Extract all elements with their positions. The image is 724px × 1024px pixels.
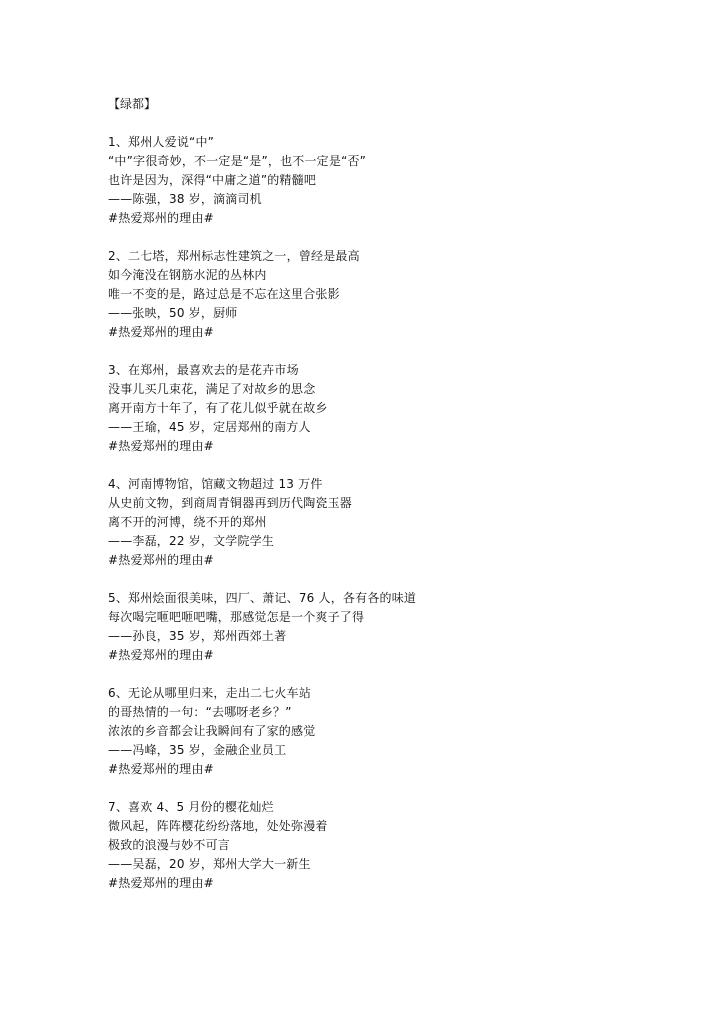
- entry-attribution: ——王瑜，45 岁，定居郑州的南方人: [108, 420, 311, 434]
- entry-2: [108, 247, 688, 342]
- entry-4: [108, 475, 688, 570]
- entry-attribution: ——吴磊，20 岁，郑州大学大一新生: [108, 857, 311, 871]
- entry-title: 5、郑州烩面很美味，四厂、萧记、76 人，各有各的味道: [108, 591, 417, 605]
- entry-hashtag: #热爱郑州的理由#: [108, 325, 214, 339]
- entry-3: [108, 361, 688, 456]
- entry-text-line: 离不开的河博，绕不开的郑州: [108, 515, 267, 529]
- entry-text-line: 每次喝完咂吧咂吧嘴，那感觉怎是一个爽子了得: [108, 610, 365, 624]
- heading-spacer: [108, 114, 688, 133]
- entry-title: 6、无论从哪里归来，走出二七火车站: [108, 686, 312, 700]
- entry-1: [108, 133, 688, 228]
- entry-title: 2、二七塔，郑州标志性建筑之一，曾经是最高: [108, 249, 360, 263]
- entry-title: 1、郑州人爱说“中”: [108, 135, 215, 149]
- entry-attribution: ——李磊，22 岁，文学院学生: [108, 534, 275, 548]
- entry-hashtag: #热爱郑州的理由#: [108, 762, 214, 776]
- entry-6: [108, 684, 688, 779]
- document-heading: 【绿都】: [108, 97, 157, 111]
- document-page: [108, 95, 688, 912]
- entry-attribution: ——冯峰，35 岁，金融企业员工: [108, 743, 287, 757]
- entry-text-line: 从史前文物，到商周青铜器再到历代陶瓷玉器: [108, 496, 353, 510]
- entry-5: [108, 589, 688, 665]
- entry-attribution: ——张映，50 岁，厨师: [108, 306, 238, 320]
- entry-attribution: ——孙良，35 岁，郑州西郊土著: [108, 629, 287, 643]
- entry-title: 7、喜欢 4、5 月份的樱花灿烂: [108, 800, 274, 814]
- entry-text-line: 微风起，阵阵樱花纷纷落地，处处弥漫着: [108, 819, 328, 833]
- entry-hashtag: #热爱郑州的理由#: [108, 439, 214, 453]
- entry-hashtag: #热爱郑州的理由#: [108, 648, 214, 662]
- entry-title: 4、河南博物馆，馆藏文物超过 13 万件: [108, 477, 323, 491]
- entry-attribution: ——陈强，38 岁，滴滴司机: [108, 192, 262, 206]
- entry-hashtag: #热爱郑州的理由#: [108, 553, 214, 567]
- entry-title: 3、在郑州，最喜欢去的是花卉市场: [108, 363, 299, 377]
- entry-text-line: 也许是因为，深得“中庸之道”的精髓吧: [108, 173, 317, 187]
- entry-text-line: 离开南方十年了，有了花儿似乎就在故乡: [108, 401, 328, 415]
- entry-hashtag: #热爱郑州的理由#: [108, 876, 214, 890]
- entry-text-line: “中”字很奇妙，不一定是“是”，也不一定是“否”: [108, 154, 367, 168]
- entry-text-line: 唯一不变的是，路过总是不忘在这里合张影: [108, 287, 340, 301]
- entry-hashtag: #热爱郑州的理由#: [108, 211, 214, 225]
- entry-text-line: 浓浓的乡音都会让我瞬间有了家的感觉: [108, 724, 316, 738]
- entry-text-line: 如今淹没在钢筋水泥的丛林内: [108, 268, 267, 282]
- entry-text-line: 的哥热情的一句：“去哪呀老乡？”: [108, 705, 292, 719]
- entry-7: [108, 798, 688, 893]
- entry-text-line: 没事儿买几束花，满足了对故乡的思念: [108, 382, 316, 396]
- entry-text-line: 极致的浪漫与妙不可言: [108, 838, 231, 852]
